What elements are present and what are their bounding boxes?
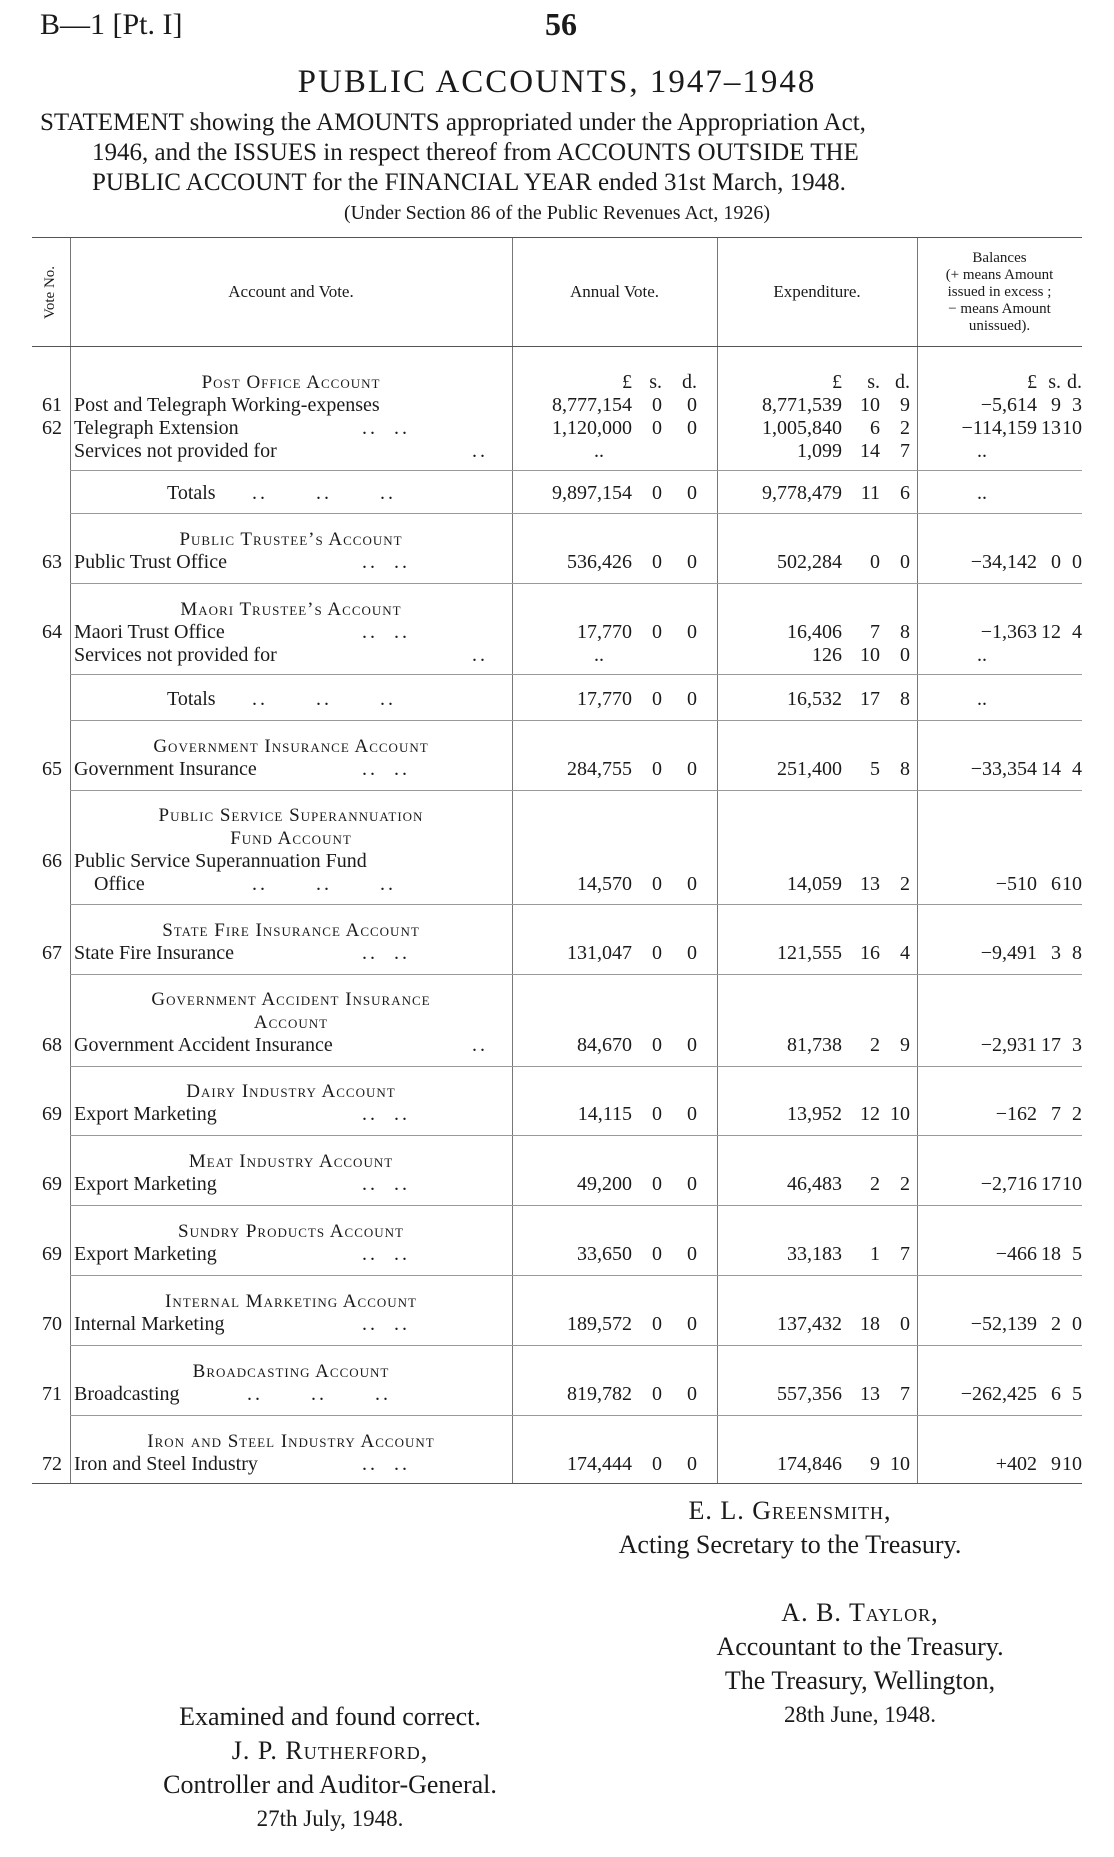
table-cell: 72: [42, 1453, 62, 1475]
table-cell: 12: [860, 1103, 880, 1125]
table-cell: 70: [42, 1313, 62, 1335]
table-cell: 0: [652, 942, 662, 964]
table-cell: .. .. ..: [247, 1383, 391, 1405]
account-title: Government Accident Insurance Account: [151, 989, 431, 1033]
table-cell: 62: [42, 417, 62, 439]
table-cell: 12: [1041, 621, 1061, 643]
table-cell: 8,771,539: [762, 394, 842, 416]
table-cell: Totals: [167, 688, 216, 710]
table-cell: .. .. ..: [252, 873, 396, 895]
table-cell: 71: [42, 1383, 62, 1405]
table-cell: 7: [900, 1383, 910, 1405]
table-cell: 0: [900, 1313, 910, 1335]
table-cell: 0: [652, 1313, 662, 1335]
currency-unit: d.: [1067, 371, 1082, 393]
table-cell: −162: [995, 1103, 1037, 1125]
table-cell: 8: [900, 758, 910, 780]
table-cell: 0: [652, 417, 662, 439]
table-cell: 0: [687, 1243, 697, 1265]
table-cell: 0: [1072, 551, 1082, 573]
table-cell: 2: [870, 1173, 880, 1195]
table-cell: 69: [42, 1243, 62, 1265]
table-cell: 81,738: [787, 1034, 842, 1056]
column-header-annual-vote: Annual Vote.: [512, 238, 717, 347]
table-cell: 3: [1072, 1034, 1082, 1056]
account-title: Maori Trustee’s Account: [180, 599, 402, 620]
row-divider: [70, 470, 1082, 471]
table-cell: 8,777,154: [552, 394, 632, 416]
table-cell: 8: [900, 688, 910, 710]
statement-line-2: 1946, and the ISSUES in respect thereof from ACCOUNTS OUTSIDE THE: [92, 139, 859, 166]
row-divider: [70, 583, 1082, 584]
table-cell: 4: [1072, 758, 1082, 780]
row-divider: [70, 1066, 1082, 1067]
table-cell: 18: [1041, 1243, 1061, 1265]
table-cell: 174,846: [777, 1453, 842, 1475]
table-cell: 13,952: [787, 1103, 842, 1125]
table-cell: 284,755: [567, 758, 632, 780]
table-cell: 819,782: [567, 1383, 632, 1405]
column-header-vote-no: Vote No.: [32, 238, 70, 347]
table-cell: 0: [687, 688, 697, 710]
table-cell: 49,200: [577, 1173, 632, 1195]
table-cell: .. ..: [362, 551, 410, 573]
table-cell: 17: [1041, 1173, 1061, 1195]
table-cell: Export Marketing: [74, 1243, 217, 1265]
table-cell: 17: [860, 688, 880, 710]
table-cell: 0: [687, 1313, 697, 1335]
table-cell: 14: [1041, 758, 1061, 780]
table-cell: −2,716: [980, 1173, 1037, 1195]
table-cell: 84,670: [577, 1034, 632, 1056]
table-cell: ..: [977, 440, 987, 462]
page-number: 56: [545, 6, 577, 42]
table-cell: 33,183: [787, 1243, 842, 1265]
table-cell: ..: [472, 1034, 488, 1056]
table-cell: 16: [860, 942, 880, 964]
row-divider: [70, 1275, 1082, 1276]
table-cell: 7: [870, 621, 880, 643]
column-header-balances: Balances (+ means Amount issued in excess ; − means Amount unissued).: [917, 238, 1082, 347]
table-cell: 0: [687, 1034, 697, 1056]
table-cell: 0: [900, 644, 910, 666]
table-cell: 0: [687, 1173, 697, 1195]
table-cell: 0: [687, 942, 697, 964]
table-cell: Telegraph Extension: [74, 417, 239, 439]
table-cell: 9: [1051, 1453, 1061, 1475]
table-cell: −262,425: [960, 1383, 1037, 1405]
row-divider: [70, 1345, 1082, 1346]
table-cell: State Fire Insurance: [74, 942, 234, 964]
table-cell: ..: [472, 644, 488, 666]
table-cell: Government Accident Insurance: [74, 1034, 333, 1056]
table-cell: ..: [977, 688, 987, 710]
table-cell: 0: [687, 1453, 697, 1475]
account-title: Meat Industry Account: [188, 1151, 394, 1172]
table-cell: Maori Trust Office: [74, 621, 225, 643]
table-cell: 2: [1051, 1313, 1061, 1335]
table-cell: 10: [1062, 1453, 1082, 1475]
table-cell: 2: [900, 873, 910, 895]
table-cell: 0: [687, 758, 697, 780]
row-divider: [70, 513, 1082, 514]
row-divider: [70, 1135, 1082, 1136]
statement-line-1: STATEMENT showing the AMOUNTS appropriated under the Appropriation Act,: [40, 109, 866, 136]
table-cell: Post and Telegraph Working-expenses: [74, 394, 380, 416]
table-cell: 11: [860, 482, 880, 504]
table-cell: Export Marketing: [74, 1173, 217, 1195]
table-cell: Public Service Superannuation Fund: [74, 850, 367, 872]
table-cell: 9,897,154: [552, 482, 632, 504]
signature-rutherford: Examined and found correct. J. P. Rutherford, Controller and Auditor-General. 27th July, 1948.: [163, 1702, 497, 1831]
table-cell: −114,159: [961, 417, 1037, 439]
table-cell: 13: [1041, 417, 1061, 439]
table-cell: 4: [900, 942, 910, 964]
statement-line-3: PUBLIC ACCOUNT for the FINANCIAL YEAR ended 31st March, 1948.: [92, 169, 846, 196]
table-cell: 10: [890, 1453, 910, 1475]
table-cell: 7: [900, 440, 910, 462]
table-cell: 13: [860, 873, 880, 895]
table-cell: 10: [1062, 1173, 1082, 1195]
table-cell: −510: [995, 873, 1037, 895]
table-cell: Totals: [167, 482, 216, 504]
row-divider: [70, 720, 1082, 721]
table-cell: 4: [1072, 621, 1082, 643]
table-cell: 2: [900, 417, 910, 439]
table-cell: 10: [860, 394, 880, 416]
table-cell: 17,770: [577, 688, 632, 710]
table-cell: 16,406: [787, 621, 842, 643]
row-divider: [70, 1205, 1082, 1206]
table-cell: .. ..: [362, 942, 410, 964]
table-cell: Internal Marketing: [74, 1313, 225, 1335]
table-cell: 8: [1072, 942, 1082, 964]
table-cell: −2,931: [980, 1034, 1037, 1056]
table-cell: 557,356: [777, 1383, 842, 1405]
table-cell: 0: [652, 1243, 662, 1265]
table-cell: 67: [42, 942, 62, 964]
table-cell: Iron and Steel Industry: [74, 1453, 258, 1475]
table-cell: 0: [687, 1383, 697, 1405]
document-title: PUBLIC ACCOUNTS, 1947–1948: [297, 64, 817, 100]
table-cell: −33,354: [970, 758, 1037, 780]
table-cell: −5,614: [980, 394, 1037, 416]
table-cell: 6: [870, 417, 880, 439]
table-cell: 0: [652, 1034, 662, 1056]
table-cell: 6: [1051, 873, 1061, 895]
table-cell: 16,532: [787, 688, 842, 710]
table-cell: .. ..: [362, 1103, 410, 1125]
account-title: Broadcasting Account: [192, 1361, 390, 1382]
table-cell: 0: [652, 1383, 662, 1405]
table-cell: 6: [1051, 1383, 1061, 1405]
table-cell: 5: [1072, 1383, 1082, 1405]
column-header-account: Account and Vote.: [70, 238, 512, 347]
table-cell: 0: [652, 758, 662, 780]
table-cell: 5: [1072, 1243, 1082, 1265]
table-cell: 189,572: [567, 1313, 632, 1335]
table-cell: 121,555: [777, 942, 842, 964]
table-cell: 0: [652, 688, 662, 710]
column-header-expenditure: Expenditure.: [717, 238, 917, 347]
table-cell: 0: [652, 873, 662, 895]
table-cell: 536,426: [567, 551, 632, 573]
table-cell: −52,139: [970, 1313, 1037, 1335]
table-cell: 0: [652, 1173, 662, 1195]
table-cell: Export Marketing: [74, 1103, 217, 1125]
table-cell: 174,444: [567, 1453, 632, 1475]
table-cell: 7: [1051, 1103, 1061, 1125]
table-cell: 0: [687, 551, 697, 573]
account-title: Dairy Industry Account: [186, 1081, 396, 1102]
row-divider: [70, 904, 1082, 905]
table-cell: 10: [1062, 873, 1082, 895]
statement-heading: [40, 108, 1075, 198]
table-cell: 10: [860, 644, 880, 666]
table-cell: 2: [1072, 1103, 1082, 1125]
table-cell: 64: [42, 621, 62, 643]
table-cell: 0: [652, 1103, 662, 1125]
table-cell: 46,483: [787, 1173, 842, 1195]
row-divider: [70, 1415, 1082, 1416]
table-cell: 9,778,479: [762, 482, 842, 504]
table-cell: 251,400: [777, 758, 842, 780]
currency-unit: £: [832, 371, 842, 393]
table-cell: 0: [652, 482, 662, 504]
table-cell: .. ..: [362, 1313, 410, 1335]
currency-unit: d.: [895, 371, 910, 393]
table-cell: .. ..: [362, 1173, 410, 1195]
table-cell: 137,432: [777, 1313, 842, 1335]
currency-unit: s.: [867, 371, 880, 393]
table-cell: 17,770: [577, 621, 632, 643]
table-cell: 7: [900, 1243, 910, 1265]
table-cell: 0: [900, 551, 910, 573]
table-cell: 1: [870, 1243, 880, 1265]
table-cell: 9: [900, 1034, 910, 1056]
table-cell: 5: [870, 758, 880, 780]
table-cell: −466: [995, 1243, 1037, 1265]
table-cell: 10: [1062, 417, 1082, 439]
table-cell: 65: [42, 758, 62, 780]
table-cell: 8: [900, 621, 910, 643]
table-cell: ..: [594, 440, 604, 462]
table-cell: 3: [1051, 942, 1061, 964]
table-cell: −1,363: [980, 621, 1037, 643]
table-cell: .. ..: [362, 1243, 410, 1265]
table-cell: 13: [860, 1383, 880, 1405]
table-cell: 69: [42, 1173, 62, 1195]
table-cell: 0: [1072, 1313, 1082, 1335]
row-divider: [70, 790, 1082, 791]
table-cell: ..: [977, 644, 987, 666]
table-cell: Government Insurance: [74, 758, 257, 780]
currency-unit: s.: [649, 371, 662, 393]
row-divider: [70, 674, 1082, 675]
appropriation-table: [32, 237, 1082, 1484]
signature-greensmith: E. L. Greensmith, Acting Secretary to the Treasury.: [618, 1496, 962, 1559]
table-cell: 0: [687, 394, 697, 416]
table-cell: 61: [42, 394, 62, 416]
table-cell: 0: [687, 482, 697, 504]
table-cell: 17: [1041, 1034, 1061, 1056]
page-reference: B—1 [Pt. I]: [40, 8, 183, 41]
table-cell: 10: [890, 1103, 910, 1125]
table-cell: 14: [860, 440, 880, 462]
table-cell: Services not provided for: [74, 440, 277, 462]
table-cell: 0: [652, 1453, 662, 1475]
table-cell: 0: [687, 417, 697, 439]
table-cell: 0: [652, 394, 662, 416]
table-cell: .. .. ..: [252, 482, 396, 504]
table-cell: Public Trust Office: [74, 551, 227, 573]
table-cell: 0: [1051, 551, 1061, 573]
table-cell: Services not provided for: [74, 644, 277, 666]
table-cell: 2: [870, 1034, 880, 1056]
table-cell: .. ..: [362, 621, 410, 643]
table-cell: 3: [1072, 394, 1082, 416]
table-cell: 14,115: [577, 1103, 632, 1125]
table-cell: .. ..: [362, 417, 410, 439]
table-cell: 0: [652, 621, 662, 643]
table-cell: 66: [42, 850, 62, 872]
table-cell: 0: [652, 551, 662, 573]
table-cell: 502,284: [777, 551, 842, 573]
signature-taylor: A. B. Taylor, Accountant to the Treasury. The Treasury, Wellington, 28th June, 1948.: [716, 1598, 1004, 1727]
table-cell: 126: [812, 644, 842, 666]
table-cell: .. ..: [362, 758, 410, 780]
table-cell: 63: [42, 551, 62, 573]
table-cell: Broadcasting: [74, 1383, 180, 1405]
table-cell: 0: [687, 621, 697, 643]
section-note: (Under Section 86 of the Public Revenues Act, 1926): [343, 202, 771, 224]
account-title: Public Trustee’s Account: [179, 529, 403, 550]
account-title: Iron and Steel Industry Account: [147, 1431, 435, 1452]
table-cell: 14,570: [577, 873, 632, 895]
table-cell: .. .. ..: [252, 688, 396, 710]
table-cell: +402: [995, 1453, 1037, 1475]
table-cell: Office: [94, 873, 145, 895]
table-cell: 9: [870, 1453, 880, 1475]
table-cell: −9,491: [980, 942, 1037, 964]
table-cell: 9: [900, 394, 910, 416]
table-cell: 1,099: [797, 440, 842, 462]
table-cell: 131,047: [567, 942, 632, 964]
currency-unit: £: [622, 371, 632, 393]
table-cell: .. ..: [362, 1453, 410, 1475]
table-cell: 14,059: [787, 873, 842, 895]
account-title: State Fire Insurance Account: [162, 920, 420, 941]
account-title: Post Office Account: [201, 372, 381, 393]
account-title: Internal Marketing Account: [165, 1291, 417, 1312]
table-cell: 1,005,840: [762, 417, 842, 439]
table-cell: 9: [1051, 394, 1061, 416]
table-cell: −34,142: [970, 551, 1037, 573]
currency-unit: s.: [1048, 371, 1061, 393]
table-cell: 69: [42, 1103, 62, 1125]
table-cell: 0: [687, 873, 697, 895]
table-cell: 2: [900, 1173, 910, 1195]
account-title: Government Insurance Account: [153, 736, 429, 757]
table-cell: 68: [42, 1034, 62, 1056]
table-cell: 0: [870, 551, 880, 573]
currency-unit: £: [1027, 371, 1037, 393]
table-cell: 1,120,000: [552, 417, 632, 439]
table-cell: 6: [900, 482, 910, 504]
table-cell: 18: [860, 1313, 880, 1335]
table-cell: ..: [594, 644, 604, 666]
account-title: Sundry Products Account: [178, 1221, 404, 1242]
account-title: Public Service Superannuation Fund Account: [158, 805, 424, 849]
table-cell: ..: [977, 482, 987, 504]
row-divider: [70, 974, 1082, 975]
table-cell: ..: [472, 440, 488, 462]
table-cell: 33,650: [577, 1243, 632, 1265]
currency-unit: d.: [682, 371, 697, 393]
table-cell: 0: [687, 1103, 697, 1125]
